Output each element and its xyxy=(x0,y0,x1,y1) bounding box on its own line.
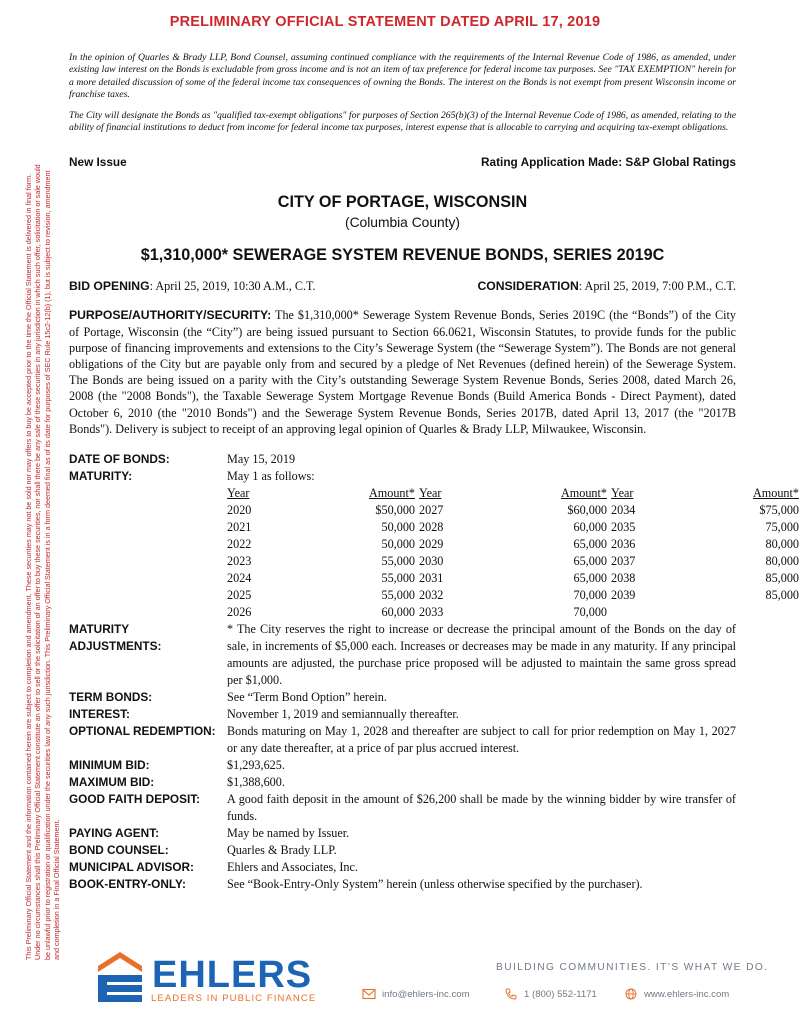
optional-redemption-value: Bonds maturing on May 1, 2028 and thereafter are subject to call for prior redemption on May 1, 2027 or any date thereafter, at a price of par plus accrued interest. xyxy=(227,724,736,756)
maturity-amount-cell: 80,000 xyxy=(765,554,799,569)
book-entry-value: See “Book-Entry-Only System” herein (unless otherwise specified by the purchaser). xyxy=(227,877,643,892)
term-book-entry xyxy=(69,876,736,893)
maturity-year-cell: 2022 xyxy=(227,537,252,552)
amount-header-text: Amount* xyxy=(752,486,799,501)
bid-opening-value: : April 25, 2019, 10:30 A.M., C.T. xyxy=(149,279,316,294)
term-adjustments xyxy=(69,621,736,689)
term-municipal-advisor xyxy=(69,859,736,876)
maturity-amount-cell: $75,000 xyxy=(759,503,799,518)
book-entry-label: BOOK-ENTRY-ONLY: xyxy=(69,877,186,892)
maturity-amount-cell: 70,000 xyxy=(573,588,607,603)
maturity-year-cell: 2035 xyxy=(611,520,636,535)
maturity-value: May 1 as follows: xyxy=(227,469,315,484)
maturity-year-cell: 2023 xyxy=(227,554,252,569)
term-bond-counsel xyxy=(69,842,736,859)
disclaimer-line: This Preliminary Official Statement and the information contained herein are subject to completion and amendment. These securities may not be sold nor may offers to buy be accepted prior to the time the Official Statement is delivered in final form. xyxy=(24,173,33,960)
maturity-schedule-table xyxy=(227,485,803,621)
maturity-amount-cell: $60,000 xyxy=(567,503,607,518)
term-maturity xyxy=(69,468,736,485)
disclaimer-line: and completion in a Final Official Statement. xyxy=(52,819,62,960)
municipal-advisor-label: MUNICIPAL ADVISOR: xyxy=(69,860,194,875)
maturity-amount-cell: 65,000 xyxy=(573,537,607,552)
adjustments-label xyxy=(69,621,227,689)
maturity-amount-cell: 55,000 xyxy=(381,571,415,586)
disclaimer-line: Under no circumstances shall this Preliminary Official Statement constitute an offer to sell or the solicitation of an offer to buy these securities, nor shall there be any sale of these securities in any jurisdiction in which such offer, solicitation or sale would xyxy=(33,164,43,960)
phone-text: 1 (800) 552-1171 xyxy=(524,988,597,1000)
terms-section xyxy=(69,451,799,893)
maximum-bid-value: $1,388,600. xyxy=(227,775,285,790)
term-minimum-bid xyxy=(69,757,736,774)
amount-header xyxy=(692,485,803,502)
maturity-year-cell: 2034 xyxy=(611,503,636,518)
maturity-amount-cell: 70,000 xyxy=(573,605,607,620)
purpose-text: The $1,310,000* Sewerage System Revenue Bonds, Series 2019C (the “Bonds”) of the City of Portage, Wisconsin (the “City”) are being issued pursuant to Section 66.0621, Wisconsin Statutes, to provide funds for the public purpose of financing improvements and extensions to the City’s Sewerage System (the “Sewerage System”). The Bonds are not general obligations of the City but are payable only from and secured by a pledge of Net Revenues (defined herein) of the Sewerage System. The Bonds are being issued on a parity with the City’s outstanding Sewerage System Revenue Bonds, Series 2008, dated March 26, 2008 (the "2008 Bonds"), the Taxable Sewerage System Mortgage Revenue Bonds (Build America Bonds - Direct Payment), dated October 6, 2010 (the "2010 Bonds") and the Sewerage System Revenue Bonds, Series 2017B, dated April 13, 2017 (the "2017B Bonds"). Delivery is subject to receipt of an approving legal opinion of Quarles & Brady LLP, Milwaukee, Wisconsin. xyxy=(69,308,736,436)
maturity-year-cell: 2032 xyxy=(419,588,444,603)
date-value: May 15, 2019 xyxy=(227,452,296,467)
qualified-obligations-paragraph: The City will designate the Bonds as "qualified tax-exempt obligations" for purposes of Section 265(b)(3) of the Internal Revenue Code of 1986, as amended, relating to the ability of financial institutions to deduct from income for federal income tax purposes, interest expense that is allocable to carrying and acquiring tax-exempt obligations. xyxy=(69,109,736,134)
maturity-year-cell: 2029 xyxy=(419,537,444,552)
maturity-amount-cell: 50,000 xyxy=(381,537,415,552)
term-bonds-value: See “Term Bond Option” herein. xyxy=(227,690,387,705)
ehlers-logo-mark-icon xyxy=(90,950,150,1010)
adjustments-label-line: ADJUSTMENTS: xyxy=(69,639,162,654)
consideration-value: : April 25, 2019, 7:00 P.M., C.T. xyxy=(578,279,736,294)
schedule-container xyxy=(227,485,803,621)
purpose-paragraph xyxy=(69,307,736,437)
web-text: www.ehlers-inc.com xyxy=(644,988,730,1000)
bond-title: $1,310,000* SEWERAGE SYSTEM REVENUE BONDS, SERIES 2019C xyxy=(140,246,665,265)
maturity-amount-cell: 55,000 xyxy=(381,554,415,569)
maturity-year-cell: 2038 xyxy=(611,571,636,586)
maturity-amount-cell: 60,000 xyxy=(381,605,415,620)
paying-agent-value: May be named by Issuer. xyxy=(227,826,350,841)
maturity-year-cell: 2025 xyxy=(227,588,252,603)
year-header: Year xyxy=(227,486,250,501)
maturity-label: MATURITY: xyxy=(69,469,133,484)
paying-agent-label: PAYING AGENT: xyxy=(69,826,160,841)
maturity-amount-cell: 85,000 xyxy=(765,588,799,603)
term-term-bonds xyxy=(69,689,736,706)
schedule-spacer xyxy=(69,485,227,621)
maturity-schedule-row xyxy=(69,485,799,621)
contact-web[interactable] xyxy=(624,988,729,1000)
maturity-year-cell: 2027 xyxy=(419,503,444,518)
maturity-amount-cell: 65,000 xyxy=(573,571,607,586)
maturity-amount-cell: 60,000 xyxy=(573,520,607,535)
rating-label: Rating Application Made: S&P Global Ratings xyxy=(481,155,736,170)
consideration xyxy=(477,279,736,294)
maturity-year-cell: 2021 xyxy=(227,520,252,535)
maturity-amount-cell: 75,000 xyxy=(765,520,799,535)
term-bonds-label: TERM BONDS: xyxy=(69,690,153,705)
interest-label: INTEREST: xyxy=(69,707,130,722)
maturity-year-cell: 2037 xyxy=(611,554,636,569)
email-text: info@ehlers-inc.com xyxy=(382,988,470,1000)
bond-counsel-value: Quarles & Brady LLP. xyxy=(227,843,337,858)
maturity-year-cell: 2031 xyxy=(419,571,444,586)
maturity-year-cell: 2026 xyxy=(227,605,252,620)
phone-icon xyxy=(504,988,518,1000)
amount-header xyxy=(308,485,419,502)
bid-opening-label: BID OPENING xyxy=(69,279,150,294)
amount-header-text: Amount* xyxy=(560,486,607,501)
maturity-amount-cell: $50,000 xyxy=(375,503,415,518)
maturity-amount-cell: 50,000 xyxy=(381,520,415,535)
maturity-year-cell: 2036 xyxy=(611,537,636,552)
issuer-name: CITY OF PORTAGE, WISCONSIN xyxy=(277,193,528,212)
amount-header-text: Amount* xyxy=(368,486,415,501)
term-paying-agent xyxy=(69,825,736,842)
minimum-bid-value: $1,293,625. xyxy=(227,758,285,773)
ehlers-slogan: BUILDING COMMUNITIES. IT’S WHAT WE DO. xyxy=(496,962,769,973)
maturity-year-cell: 2030 xyxy=(419,554,444,569)
bond-counsel-label: BOND COUNSEL: xyxy=(69,843,169,858)
adjustments-label-line: MATURITY xyxy=(69,622,130,637)
ehlers-tagline: LEADERS IN PUBLIC FINANCE xyxy=(151,993,317,1004)
good-faith-deposit-value: A good faith deposit in the amount of $26,200 shall be made by the winning bidder by wire transfer of funds. xyxy=(227,792,736,824)
minimum-bid-label: MINIMUM BID: xyxy=(69,758,150,773)
term-date xyxy=(69,451,736,468)
disclaimer-line: be unlawful prior to registration or qualification under the securities law of any such jurisdiction. This Preliminary Official Statement is in a form deemed final as of its date for purposes of SEC Rule 15c2-12(b) (1), but is subject to revision, amendment xyxy=(42,170,52,960)
term-maximum-bid xyxy=(69,774,736,791)
new-issue-label: New Issue xyxy=(69,155,127,170)
bid-line xyxy=(69,279,736,294)
consideration-label: CONSIDERATION xyxy=(477,279,579,294)
municipal-advisor-value: Ehlers and Associates, Inc. xyxy=(227,860,358,875)
tax-opinion-paragraph: In the opinion of Quarles & Brady LLP, Bond Counsel, assuming continued compliance with the requirements of the Internal Revenue Code of 1986, as amended, under existing law interest on the Bonds is excludable from gross income and is not an item of tax preference for federal income tax purposes. See "TAX EXEMPTION" herein for a more detailed discussion of some of the federal income tax consequences of owning the Bonds. The interest on the Bonds is not exempt from present Wisconsin income or franchise taxes. xyxy=(69,52,736,101)
amount-header xyxy=(500,485,611,502)
page-footer xyxy=(0,940,770,1024)
year-header: Year xyxy=(611,486,634,501)
issuer-county: (Columbia County) xyxy=(344,215,461,231)
document-body xyxy=(69,52,799,893)
contact-email[interactable] xyxy=(362,988,470,1000)
year-header: Year xyxy=(419,486,442,501)
globe-icon xyxy=(624,988,638,1000)
maturity-amount-cell: 85,000 xyxy=(765,571,799,586)
purpose-label: PURPOSE/AUTHORITY/SECURITY: xyxy=(69,308,272,323)
sidebar-disclaimer xyxy=(24,60,64,960)
good-faith-deposit-label: GOOD FAITH DEPOSIT: xyxy=(69,792,201,807)
term-good-faith-deposit xyxy=(69,791,736,825)
issue-rating-row xyxy=(69,155,736,169)
maturity-year-cell: 2024 xyxy=(227,571,252,586)
term-interest xyxy=(69,706,736,723)
ehlers-logo-text: EHLERS xyxy=(152,954,313,996)
date-label: DATE OF BONDS: xyxy=(69,452,170,467)
optional-redemption-label: OPTIONAL REDEMPTION: xyxy=(69,724,216,739)
maturity-year-cell: 2020 xyxy=(227,503,252,518)
maturity-year-cell: 2039 xyxy=(611,588,636,603)
maturity-year-cell: 2033 xyxy=(419,605,444,620)
email-icon xyxy=(362,988,376,1000)
maturity-amount-cell: 80,000 xyxy=(765,537,799,552)
adjustments-value: * The City reserves the right to increase or decrease the principal amount of the Bonds on the day of sale, in increments of $5,000 each. Increases or decreases may be made in any maturity. If any principal amounts are adjusted, the purchase price proposed will be adjusted to maintain the same gross spread per $1,000. xyxy=(227,622,736,688)
term-optional-redemption xyxy=(69,723,736,757)
bid-opening xyxy=(69,279,316,294)
maturity-year-cell: 2028 xyxy=(419,520,444,535)
maturity-amount-cell: 65,000 xyxy=(573,554,607,569)
page-header-title: PRELIMINARY OFFICIAL STATEMENT DATED APRIL 17, 2019 xyxy=(169,14,601,30)
contact-phone[interactable] xyxy=(504,988,597,1000)
maximum-bid-label: MAXIMUM BID: xyxy=(69,775,155,790)
interest-value: November 1, 2019 and semiannually thereafter. xyxy=(227,707,459,722)
maturity-amount-cell: 55,000 xyxy=(381,588,415,603)
